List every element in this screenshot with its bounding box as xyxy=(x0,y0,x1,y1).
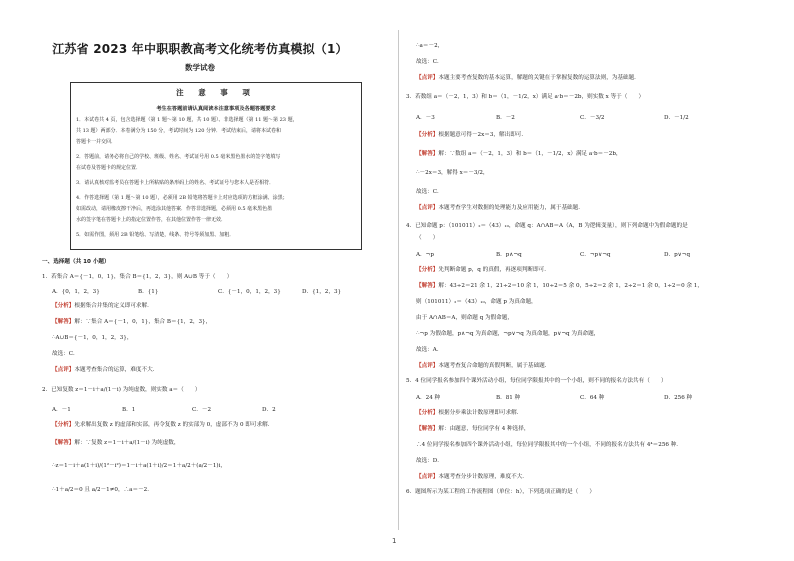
q3-option-b: B．－2 xyxy=(496,115,515,121)
notice-heading: 考生在答题前请认真阅读本注意事项及各题答题要求 xyxy=(156,106,276,112)
q2-option-a: A．－1 xyxy=(52,407,71,413)
q5-option-b: B．81 种 xyxy=(496,395,521,401)
notice-box xyxy=(70,82,362,250)
notice-item: 答题卡一并交回． xyxy=(76,139,117,145)
q3-comment-text: 本题考查学生对数据的处理能力及应用能力，属于基础题． xyxy=(438,205,584,211)
notice-item: 共 13 题）两部分．本卷满分为 150 分，考试时间为 120 分钟．考试结束后，请将本试卷和 xyxy=(76,128,281,134)
q5-solution-tag: 【解答】 xyxy=(416,426,439,432)
q4-options xyxy=(416,250,690,258)
q3-choice: 故选：C． xyxy=(416,189,443,195)
q5-analysis-tag: 【分析】 xyxy=(416,410,439,416)
notice-item: 5．如需作图，须用 2B 铅笔绘、写清楚，线条、符号等须加黑、加粗． xyxy=(76,232,235,238)
q4-stem: 4．已知命题 p：（101011）₂＝（43）₁₀，命题 q：A∩AB＝A（A，B 为逻辑变量），则下列命题中为假命题的是 xyxy=(406,223,688,229)
q4-step-4: ∴¬p 为假命题，p∧¬q 为真命题，¬p∨¬q 为真命题，p∨¬q 为真命题， xyxy=(416,331,600,337)
q2-analysis-text: 先求解出复数 z 的虚部和实部，再令复数 z 的实部为 0，虚部不为 0 即可求解． xyxy=(74,422,274,428)
r-comment-tag: 【点评】 xyxy=(416,75,439,81)
q2-option-d: D．2 xyxy=(262,407,276,413)
q2-calc-2: ∴1＋a/2＝0 且 a/2－1≠0，∴a＝－2． xyxy=(52,487,153,493)
q5-option-c: C．64 种 xyxy=(580,395,605,401)
q1-option-b: B．{1} xyxy=(138,289,159,295)
q2-solution xyxy=(52,439,180,447)
q2-option-c: C．－2 xyxy=(192,407,212,413)
notice-item: 在试卷及答题卡的规定位置． xyxy=(76,165,142,171)
q2-analysis-tag: 【分析】 xyxy=(52,422,75,428)
q5-solution-text: 解：由题意，每位同学有 4 种选择， xyxy=(438,426,530,432)
q2-options xyxy=(52,405,276,413)
q5-options xyxy=(416,393,692,401)
page-subtitle: 数学试卷 xyxy=(185,63,215,72)
q4-analysis xyxy=(416,266,550,274)
q1-analysis-text: 根据集合并集的定义即可求解． xyxy=(74,303,153,309)
q5-comment-tag: 【点评】 xyxy=(416,474,439,480)
q4-analysis-tag: 【分析】 xyxy=(416,267,439,273)
q1-stem: 1．若集合 A＝{－1，0，1}，集合 B＝{1，2，3}，则 A∪B 等于（ ） xyxy=(42,274,233,280)
q1-analysis xyxy=(52,302,153,310)
q3-solution-tag: 【解答】 xyxy=(416,151,439,157)
q3-stem: 3．若数组 a＝（－2，1，3）和 b＝（1，－1/2，x）满足 a·b＝－2b，则实数 x 等于（ ） xyxy=(406,94,645,100)
q3-option-c: C．－3/2 xyxy=(580,115,605,121)
q4-solution-tag: 【解答】 xyxy=(416,283,439,289)
q5-result: ∴4 位同学报名参加四个课外活动小组，每位同学限报其中的一个小组，不同的报名方法共有 4⁴＝256 种． xyxy=(416,442,682,448)
q1-result: ∴A∪B＝{－1，0，1，2，3}， xyxy=(52,335,133,341)
q3-analysis-text: 根据题意可得－2x＝3，解出即可． xyxy=(438,132,527,138)
q4-option-b: B．p∧¬q xyxy=(496,252,522,258)
notice-item: 3．请认真核对监考员在答题卡上所粘贴的条形码上的姓名、考试证号与您本人是否相符． xyxy=(76,180,275,186)
q4-option-d: D．p∨¬q xyxy=(664,252,691,258)
r-comment-text: 本题主要考查复数的基本运算，解题的关键在于掌握复数的运算法则，为基础题． xyxy=(438,75,640,81)
column-divider xyxy=(398,30,399,530)
q4-comment-tag: 【点评】 xyxy=(416,363,439,369)
notice-item: 2．答题前，请务必将自己的学校、班级、姓名、考试证号用 0.5 毫米黑色墨水的签字笔填写 xyxy=(76,154,281,160)
q3-analysis-tag: 【分析】 xyxy=(416,132,439,138)
q5-stem: 5．4 位同学报名参加四个课外活动小组，每位同学限报其中的一个小组，则不同的报名方法共有（ ） xyxy=(406,378,667,384)
q4-step-2: 则（101011）₂＝（43）₁₀，命题 p 为真命题， xyxy=(416,299,537,305)
r-comment xyxy=(416,74,640,82)
q5-option-a: A．24 种 xyxy=(416,395,441,401)
q3-solution-text: 解：∵数组 a＝（－2，1，3）和 b＝（1，－1/2，x）满足 a·b＝－2b， xyxy=(438,151,622,157)
q5-solution xyxy=(416,425,529,433)
q3-option-a: A．－3 xyxy=(416,115,435,121)
q2-analysis xyxy=(52,421,273,429)
notice-item: 4．作答选择题（第 1 题～第 10 题），必须用 2B 铅笔将答题卡上对应选项的方框涂满、涂黑； xyxy=(76,195,288,201)
q5-analysis xyxy=(416,409,522,417)
q1-comment xyxy=(52,366,158,374)
q4-choice: 故选：A． xyxy=(416,347,443,353)
q3-comment-tag: 【点评】 xyxy=(416,205,439,211)
notice-title: 注 意 事 项 xyxy=(176,88,256,97)
q3-options xyxy=(416,113,689,121)
q5-analysis-text: 根据分步乘法计数原理即可求解． xyxy=(438,410,523,416)
q4-solution xyxy=(416,282,703,290)
q5-comment xyxy=(416,473,528,481)
q5-comment-text: 本题考查分步计数原理，难度不大． xyxy=(438,474,528,480)
q1-solution-tag: 【解答】 xyxy=(52,319,75,325)
q4-comment xyxy=(416,362,550,370)
q5-choice: 故选：D． xyxy=(416,458,443,464)
q4-step-3: 由于 A∩AB＝A，则命题 q 为假命题， xyxy=(416,315,513,321)
q1-options xyxy=(52,287,341,295)
q2-solution-tag: 【解答】 xyxy=(52,440,75,446)
q4-comment-text: 本题考查复合命题的真假判断，属于基础题． xyxy=(438,363,551,369)
right-column xyxy=(400,0,794,561)
q5-option-d: D．256 种 xyxy=(664,395,693,401)
q1-analysis-tag: 【分析】 xyxy=(52,303,75,309)
notice-item: 如需改动，请用橡皮擦干净后，再选涂其他答案．作答非选择题，必须用 0.5 毫米黑色墨 xyxy=(76,206,273,212)
q1-solution xyxy=(52,318,211,326)
q6-stem: 6．题图所示为某工程的工作流程图（单位：h），下列选项正确的是（ ） xyxy=(406,489,595,495)
page-title: 江苏省 2023 年中职职教高考文化统考仿真模拟（1） xyxy=(52,42,348,56)
q3-solution xyxy=(416,150,622,158)
q1-option-a: A．{0，1，2，3} xyxy=(52,289,100,295)
page-number: 1 xyxy=(392,537,397,545)
q4-analysis-text: 先判断命题 p，q 的真假，再逐项判断即可． xyxy=(438,267,550,273)
q3-option-d: D．－1/2 xyxy=(664,115,689,121)
notice-item: 1．本试卷共 4 页，包含选择题（第 1 题～第 10 题，共 10 题）、非选择题（第 11 题～第 23 题， xyxy=(76,117,298,123)
notice-item: 水的签字笔在答题卡上的指定位置作答，在其他位置作答一律无效． xyxy=(76,217,227,223)
section-heading: 一、选择题（共 10 小题） xyxy=(42,259,110,265)
q2-calc-1: ∴z＝1－i＋a(1＋i)/(1²－i²)＝1－i＋a(1＋i)/2＝1＋a/2＋(a/2－1)i， xyxy=(52,463,226,469)
q4-solution-text: 解：43÷2＝21 余 1，21÷2＝10 余 1，10÷2＝5 余 0，5÷2＝2 余 1，2÷2＝1 余 0，1÷2＝0 余 1， xyxy=(438,283,703,289)
q1-solution-text: 解：∵集合 A＝{－1，0，1}，集合 B＝{1，2，3}， xyxy=(74,319,212,325)
q1-option-c: C．{－1，0，1，2，3} xyxy=(218,289,281,295)
q4-option-a: A．¬p xyxy=(416,252,434,258)
q4-option-c: C．¬p∨¬q xyxy=(580,252,611,258)
q3-analysis xyxy=(416,131,527,139)
q1-comment-tag: 【点评】 xyxy=(52,367,75,373)
q1-option-d: D．{1，2，3} xyxy=(302,289,342,295)
q1-comment-text: 本题考查集合的运算，难度不大． xyxy=(74,367,159,373)
q4-stem-2: （ ） xyxy=(416,235,439,241)
q2-stem: 2．已知复数 z＝1－i＋a/(1－i) 为纯虚数，则实数 a＝（ ） xyxy=(42,387,201,393)
q2-solution-text: 解：∵复数 z＝1－i＋a/(1－i) 为纯虚数， xyxy=(74,440,180,446)
r-choice: 故选：C． xyxy=(416,59,443,65)
r-a-line: ∴a＝－2， xyxy=(416,43,444,49)
q2-option-b: B．1 xyxy=(122,407,136,413)
q1-choice: 故选：C． xyxy=(52,351,79,357)
q3-result: ∴－2x＝3，解得 x＝－3/2， xyxy=(416,170,489,176)
q3-comment xyxy=(416,204,584,212)
